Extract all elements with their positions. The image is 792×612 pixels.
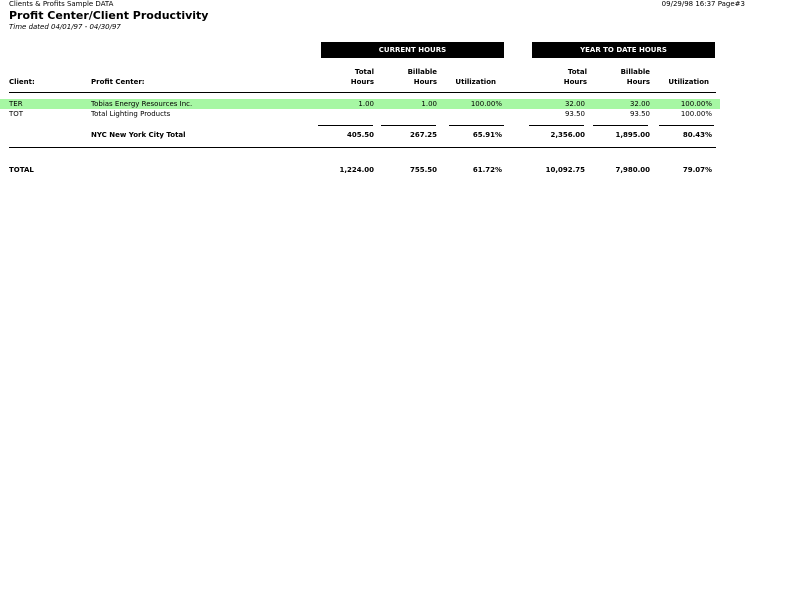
col-ytd-billable-2: Hours bbox=[626, 78, 650, 86]
subtotal-rule-cur-util bbox=[449, 125, 504, 126]
subtotal-rule-cur-billable bbox=[381, 125, 436, 126]
col-cur-billable-1: Billable bbox=[407, 68, 437, 76]
header-divider bbox=[9, 92, 716, 93]
total-cur-billable: 755.50 bbox=[409, 166, 437, 174]
col-cur-total-2: Hours bbox=[350, 78, 374, 86]
subtotal-rule-ytd-util bbox=[659, 125, 714, 126]
row-1-ytd-billable: 32.00 bbox=[629, 100, 650, 108]
total-cur-total: 1,224.00 bbox=[339, 166, 374, 174]
ytd-hours-header: YEAR TO DATE HOURS bbox=[532, 42, 715, 58]
total-divider bbox=[9, 147, 716, 148]
total-ytd-util: 79.07% bbox=[682, 166, 712, 174]
row-1-cur-util: 100.00% bbox=[470, 100, 502, 108]
total-label: TOTAL bbox=[9, 166, 34, 174]
print-stamp: 09/29/98 16:37 Page#3 bbox=[661, 0, 745, 8]
subtotal-rule-ytd-billable bbox=[593, 125, 648, 126]
total-cur-util: 61.72% bbox=[472, 166, 502, 174]
row-1-name[interactable]: Tobias Energy Resources Inc. bbox=[91, 100, 193, 108]
row-2-client[interactable]: TOT bbox=[9, 110, 24, 118]
col-profit-center: Profit Center: bbox=[91, 78, 145, 86]
row-1-cur-total: 1.00 bbox=[358, 100, 374, 108]
row-1-ytd-total: 32.00 bbox=[564, 100, 585, 108]
subtotal-rule-cur-total bbox=[318, 125, 373, 126]
row-2-ytd-billable: 93.50 bbox=[629, 110, 650, 118]
report-title: Profit Center/Client Productivity bbox=[9, 9, 209, 22]
subtotal-ytd-total: 2,356.00 bbox=[550, 131, 585, 139]
subtotal-cur-util: 65.91% bbox=[472, 131, 502, 139]
row-2-ytd-util: 100.00% bbox=[680, 110, 712, 118]
subtotal-ytd-util: 80.43% bbox=[682, 131, 712, 139]
row-2-ytd-total: 93.50 bbox=[564, 110, 585, 118]
col-client: Client: bbox=[9, 78, 35, 86]
subtotal-rule-ytd-total bbox=[529, 125, 584, 126]
row-1-cur-billable: 1.00 bbox=[421, 100, 437, 108]
total-ytd-total: 10,092.75 bbox=[545, 166, 585, 174]
total-ytd-billable: 7,980.00 bbox=[615, 166, 650, 174]
col-ytd-total-2: Hours bbox=[563, 78, 587, 86]
row-1-ytd-util: 100.00% bbox=[680, 100, 712, 108]
subtotal-cur-total: 405.50 bbox=[346, 131, 374, 139]
col-cur-util: Utilization bbox=[455, 78, 496, 86]
report-date-range: Time dated 04/01/97 - 04/30/97 bbox=[9, 23, 121, 31]
col-cur-total-1: Total bbox=[354, 68, 374, 76]
report-source: Clients & Profits Sample DATA bbox=[9, 0, 114, 8]
row-1-client[interactable]: TER bbox=[9, 100, 23, 108]
col-cur-billable-2: Hours bbox=[413, 78, 437, 86]
subtotal-cur-billable: 267.25 bbox=[409, 131, 437, 139]
current-hours-header: CURRENT HOURS bbox=[321, 42, 504, 58]
col-ytd-total-1: Total bbox=[567, 68, 587, 76]
col-ytd-util: Utilization bbox=[668, 78, 709, 86]
subtotal-ytd-billable: 1,895.00 bbox=[615, 131, 650, 139]
row-2-name[interactable]: Total Lighting Products bbox=[91, 110, 171, 118]
col-ytd-billable-1: Billable bbox=[620, 68, 650, 76]
subtotal-label: NYC New York City Total bbox=[91, 131, 186, 139]
